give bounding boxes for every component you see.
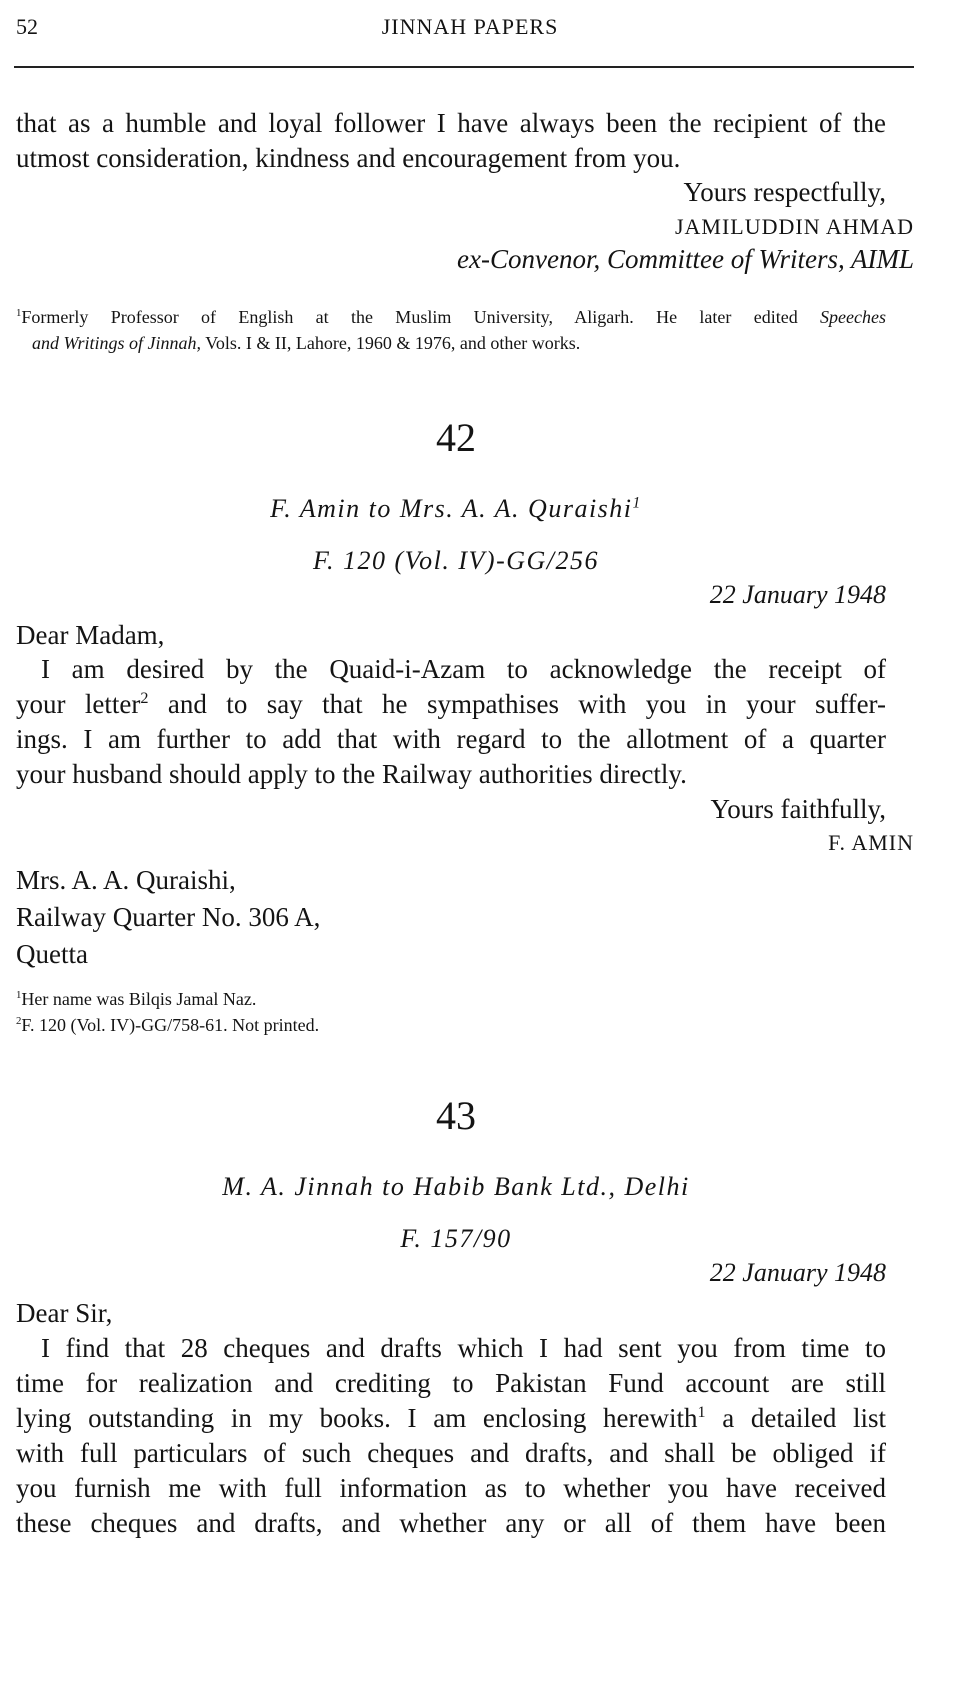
address-line-3: Quetta	[16, 939, 88, 969]
document-number-43: 43	[436, 1093, 476, 1138]
doc42-footnotes	[16, 986, 886, 1038]
doc42-signatory: F. AMIN	[828, 830, 914, 855]
footnote-text-cont: Vols. I & II, Lahore, 1960 & 1976, and other works.	[201, 333, 581, 353]
footnote-mark: 1	[632, 494, 642, 512]
footnote-book-title-cont: and Writings of Jinnah,	[32, 333, 202, 353]
prev-footnote-1-line-1	[16, 304, 886, 330]
doc42-footnote-2	[16, 1012, 886, 1038]
running-header	[16, 14, 924, 44]
page-number: 52	[16, 14, 38, 39]
doc42-body-line-2	[16, 687, 886, 722]
body-text: your letter	[16, 689, 141, 719]
prev-letter-line-2: utmost consideration, kindness and encouragement from you.	[16, 143, 681, 173]
doc43-body-line-6: these cheques and drafts, and whether any or all of them have been	[16, 1508, 886, 1538]
body-text: and to say that he sympathises with you in your suffer-	[148, 689, 886, 719]
running-title: JINNAH PAPERS	[381, 14, 559, 39]
prev-designation: ex-Convenor, Committee of Writers, AIML	[457, 244, 914, 274]
footnote-mark: 2	[16, 1015, 22, 1027]
footnote-mark: 1	[16, 989, 22, 1001]
body-text: lying outstanding in my books. I am enclosing herewith	[16, 1403, 698, 1433]
header-rule	[14, 66, 914, 68]
footnote-text: Her name was Bilqis Jamal Naz.	[21, 989, 257, 1009]
footnote-mark: 1	[697, 1403, 706, 1421]
doc43-file-ref: F. 157/90	[400, 1224, 512, 1253]
doc43-heading: M. A. Jinnah to Habib Bank Ltd., Delhi	[222, 1172, 690, 1201]
doc42-footnote-1	[16, 986, 886, 1012]
prev-signatory: JAMILUDDIN AHMAD	[674, 214, 914, 239]
doc42-salutation: Dear Madam,	[16, 620, 165, 650]
address-line-2: Railway Quarter No. 306 A,	[16, 902, 321, 932]
doc42-body-line-4: your husband should apply to the Railway authorities directly.	[16, 759, 687, 789]
footnote-book-title: Speeches	[820, 307, 886, 327]
doc43-body-line-2: time for realization and crediting to Pakistan Fund account are still	[16, 1368, 886, 1398]
doc42-valediction: Yours faithfully,	[710, 794, 886, 824]
footnote-mark: 1	[16, 307, 22, 319]
doc42-heading-text: F. Amin to Mrs. A. A. Quraishi	[270, 494, 633, 523]
prev-footnote-1-line-2	[16, 330, 886, 356]
doc43-body-line-5: you furnish me with full information as to whether you have received	[16, 1473, 886, 1503]
prev-footnote-1	[16, 304, 886, 356]
doc42-date: 22 January 1948	[709, 580, 886, 609]
footnote-mark: 2	[140, 689, 149, 707]
footnote-text: Formerly Professor of English at the Muslim University, Aligarh. He later edited	[21, 307, 821, 327]
doc42-heading	[0, 494, 912, 524]
doc42-body-line-1: I am desired by the Quaid-i-Azam to acknowledge the receipt of	[41, 654, 886, 684]
doc42-address	[16, 862, 320, 973]
document-number-42: 42	[436, 415, 476, 460]
doc43-salutation: Dear Sir,	[16, 1298, 113, 1328]
footnote-text: F. 120 (Vol. IV)-GG/758-61. Not printed.	[21, 1015, 320, 1035]
address-line-1: Mrs. A. A. Quraishi,	[16, 865, 236, 895]
prev-letter-line-1: that as a humble and loyal follower I have always been the recipient of the	[16, 108, 886, 138]
doc43-body-line-3	[16, 1401, 886, 1436]
doc43-body-line-1: I find that 28 cheques and drafts which I had sent you from time to	[41, 1333, 886, 1363]
doc42-file-ref: F. 120 (Vol. IV)-GG/256	[312, 546, 600, 575]
prev-valediction: Yours respectfully,	[683, 177, 886, 207]
doc43-date: 22 January 1948	[709, 1258, 886, 1287]
doc42-body-line-3: ings. I am further to add that with regard to the allotment of a quarter	[16, 724, 886, 754]
body-text: a detailed list	[705, 1403, 886, 1433]
doc43-body-line-4: with full particulars of such cheques and drafts, and shall be obliged if	[16, 1438, 886, 1468]
